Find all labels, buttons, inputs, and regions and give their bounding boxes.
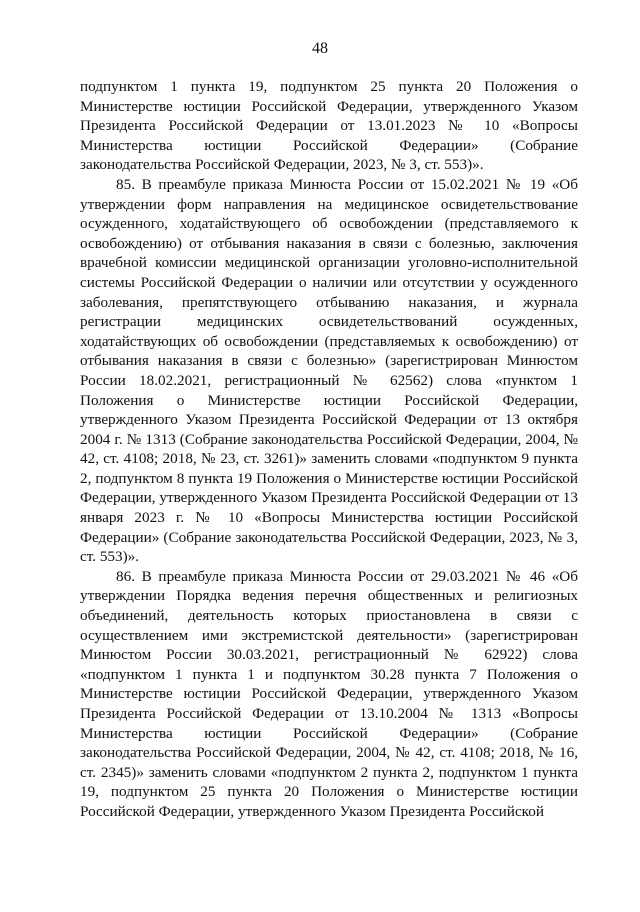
paragraph-item-85: 85. В преамбуле приказа Минюста России от 15.02.2021 № 19 «Об утверждении форм направления на медицинское освидетельствование осужденного, ходатайствующего об освобождении (представляемого к освобождению) от отбывания наказания в связи с болезнью, заключения врачебной комиссии медицинской организации уголовно-исполнительной системы Российской Федерации о наличии или отсутствии у осужденного заболевания, препятствующего отбыванию наказания, и журнала регистрации медицинских освидетельствований осужденных, ходатайствующих об освобождении (представляемых к освобождению) от отбывания наказания в связи с болезнью» (зарегистрирован Минюстом России 18.02.2021, регистрационный № 62562) слова «пунктом 1 Положения о Министерстве юстиции Российской Федерации, утвержденного Указом Президента Российской Федерации от 13 октября 2004 г. № 1313 (Собрание законодательства Российской Федерации, 2004, № 42, ст. 4108; 2018, № 23, ст. 3261)» заменить словами «подпунктом 9 пункта 2, подпунктом 8 пункта 19 Положения о Министерстве юстиции Российской Федерации, утвержденного Указом Президента Российской Федерации от 13 января 2023 г. № 10 «Вопросы Министерства юстиции Российской Федерации» (Собрание законодательства Российской Федерации, 2023, № 3, ст. 553)». — [80, 175, 578, 566]
page-number: 48 — [312, 40, 328, 57]
document-body — [80, 77, 578, 822]
paragraph-item-86: 86. В преамбуле приказа Минюста России от 29.03.2021 № 46 «Об утверждении Порядка ведения перечня общественных и религиозных объединений, деятельность которых приостановлена в связи с осуществлением ими экстремистской деятельности» (зарегистрирован Минюстом России 30.03.2021, регистрационный № 62922) слова «подпунктом 1 пункта 1 и подпунктом 30.28 пункта 7 Положения о Министерстве юстиции Российской Федерации, утвержденного Указом Президента Российской Федерации от 13.10.2004 № 1313 «Вопросы Министерства юстиции Российской Федерации» (Собрание законодательства Российской Федерации, 2004, № 42, ст. 4108; 2018, № 16, ст. 2345)» заменить словами «подпунктом 2 пункта 2, подпунктом 1 пункта 19, подпунктом 25 пункта 20 Положения о Министерстве юстиции Российской Федерации, утвержденного Указом Президента Российской — [80, 567, 578, 820]
paragraph-continuation: подпунктом 1 пункта 19, подпунктом 25 пункта 20 Положения о Министерстве юстиции Российской Федерации, утвержденного Указом Президента Российской Федерации от 13.01.2023 № 10 «Вопросы Министерства юстиции Российской Федерации» (Собрание законодательства Российской Федерации, 2023, № 3, ст. 553)». — [80, 78, 578, 174]
